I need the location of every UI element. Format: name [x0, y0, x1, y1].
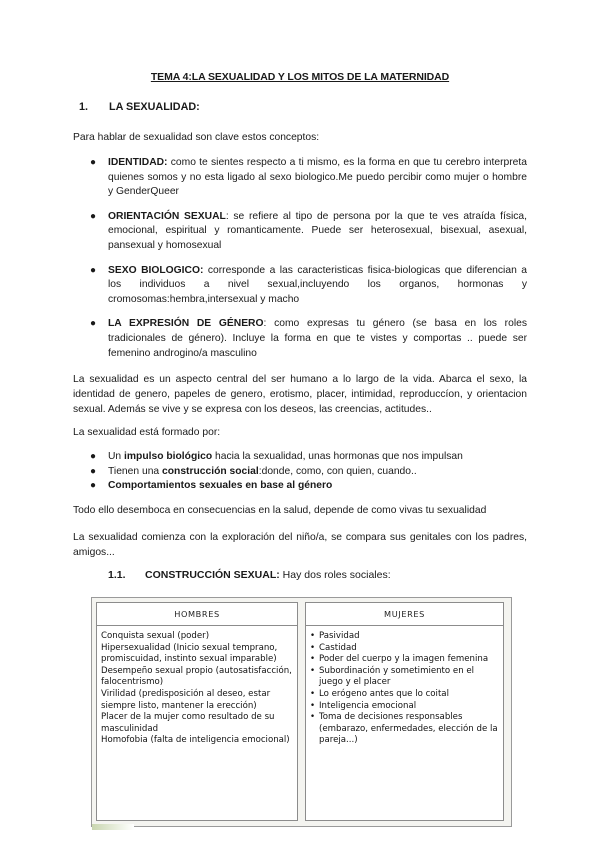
concept-text: corresponde a las caracteristicas fisica-biologicas que diferencian a los individuos a nivel sexual,incluyendo los organos, hormonas y cromosomas:hembra,intersexual y macho [108, 264, 527, 305]
list-item: ● ORIENTACIÓN SEXUAL: se refiere al tipo de persona por la que te ves atraída física, emocional, espiritual y romanticamente. Puede ser heterosexual, bisexual, asexual, pansexual y homosexual [90, 210, 528, 251]
concept-term: ORIENTACIÓN SEXUAL [108, 210, 226, 222]
table-item: • Subordinación y sometimiento en el juego y el placer [310, 665, 475, 688]
section-heading-1 [79, 101, 200, 113]
women-column-header: MUJERES [306, 603, 503, 626]
list-item: ● LA EXPRESIÓN DE GÉNERO: como expresas tu género (se basa en los roles tradicionales de género). Incluye la forma en que te vistes y comportas .. puede ser femenino androgino/a masculino [90, 318, 527, 359]
section-label: LA SEXUALIDAD: [109, 101, 200, 113]
section-number: 1. [79, 101, 89, 113]
women-column-body [306, 626, 503, 747]
list-item: ● Tienen una construcción social:donde, como, con quien, cuando.. [90, 465, 417, 477]
table-item: Homofobia (falta de inteligencia emocional) [101, 735, 290, 746]
paragraph-formed-by: La sexualidad está formado por: [73, 427, 221, 438]
table-item: • Pasividad [310, 631, 360, 641]
list-item: ● Comportamientos sexuales en base al género [90, 480, 333, 492]
list-item: ● Un impulso biológico hacia la sexualidad, unas hormonas que nos impulsan [90, 451, 463, 462]
subsection-number: 1.1. [108, 569, 126, 581]
subsection-label: CONSTRUCCIÓN SEXUAL: [145, 569, 280, 581]
paragraph-sexuality-definition: La sexualidad es un aspecto central del ser humano a lo largo de la vida. Abarca el sexo, la identidad de genero, papeles de genero, erotismo, placer, intimidad, reproduccíon, y orientacion sexual. Además se vive y se expresa con los deseos, las creencias, actitudes.. [73, 374, 527, 415]
paragraph-consequences: Todo ello desemboca en consecuencias en la salud, depende de como vivas tu sexualidad [73, 505, 487, 516]
concept-text: como te sientes respecto a ti mismo, es la forma en que tu cerebro interpreta quienes somos y no esta ligado al sexo biologico.Me puedo percibir como mujer o hombre y GenderQueer [108, 157, 527, 198]
table-item: Desempeño sexual propio (autosatisfacción, falocentrismo) [101, 665, 292, 688]
men-column-body [97, 626, 297, 747]
table-item: Placer de la mujer como resultado de su masculinidad [101, 712, 275, 734]
men-column-header: HOMBRES [97, 603, 297, 626]
women-column [305, 602, 504, 821]
table-item: • Inteligencia emocional [310, 700, 417, 711]
document-title: TEMA 4:LA SEXUALIDAD Y LOS MITOS DE LA MATERNIDAD [150, 71, 450, 83]
list-item: ● SEXO BIOLOGICO: corresponde a las caracteristicas fisica-biologicas que diferencian a los individuos a nivel sexual,incluyendo los organos, hormonas y cromosomas:hembra,intersexual y macho [90, 264, 527, 305]
list-item: ● IDENTIDAD: como te sientes respecto a ti mismo, es la forma en que tu cerebro interpreta quienes somos y no esta ligado al sexo biologico.Me puedo percibir como mujer o hombre y GenderQueer [90, 157, 527, 198]
concept-text: : como expresas tu género (se basa en los roles tradicionales de género). Incluye la forma en que te vistes y comportas .. puede ser femenino androgino/a masculino [108, 318, 527, 359]
table-item: • Lo erógeno antes que lo coital [310, 688, 449, 699]
concept-term: SEXO BIOLOGICO: [108, 264, 204, 276]
table-item: • Poder del cuerpo y la imagen femenina [310, 654, 489, 665]
intro-paragraph: Para hablar de sexualidad son clave estos conceptos: [73, 132, 320, 143]
men-column [96, 602, 298, 821]
table-item: • Toma de decisiones responsables (embarazo, enfermedades, elección de la pareja...) [310, 712, 498, 746]
concept-text: : se refiere al tipo de persona por la que te ves atraída física, emocional, espiritual y romanticamente. Puede ser heterosexual, bisexual, asexual, pansexual y homosexual [108, 210, 528, 251]
gender-roles-table [91, 597, 512, 827]
concept-term: LA EXPRESIÓN DE GÉNERO [108, 318, 264, 330]
formed-by-list [90, 450, 527, 494]
table-item: • Castidad [310, 642, 357, 653]
table-item: Conquista sexual (poder) [101, 631, 210, 641]
paragraph-exploration: La sexualidad comienza con la exploración del niño/a, se compara sus genitales con los padres, amigos... [73, 532, 527, 558]
subsection-text: Hay dos roles sociales: [279, 569, 391, 581]
table-item: Virilidad (predisposición al deseo, estar siempre listo, mantener la erección) [101, 688, 271, 711]
concept-list [90, 156, 527, 371]
concept-term: IDENTIDAD: [108, 157, 168, 168]
subsection-heading-1-1 [108, 569, 391, 581]
table-item: Hipersexualidad (Inicio sexual temprano, promiscuidad, instinto sexual imparable) [101, 642, 278, 665]
table-corner-mark [92, 824, 134, 830]
